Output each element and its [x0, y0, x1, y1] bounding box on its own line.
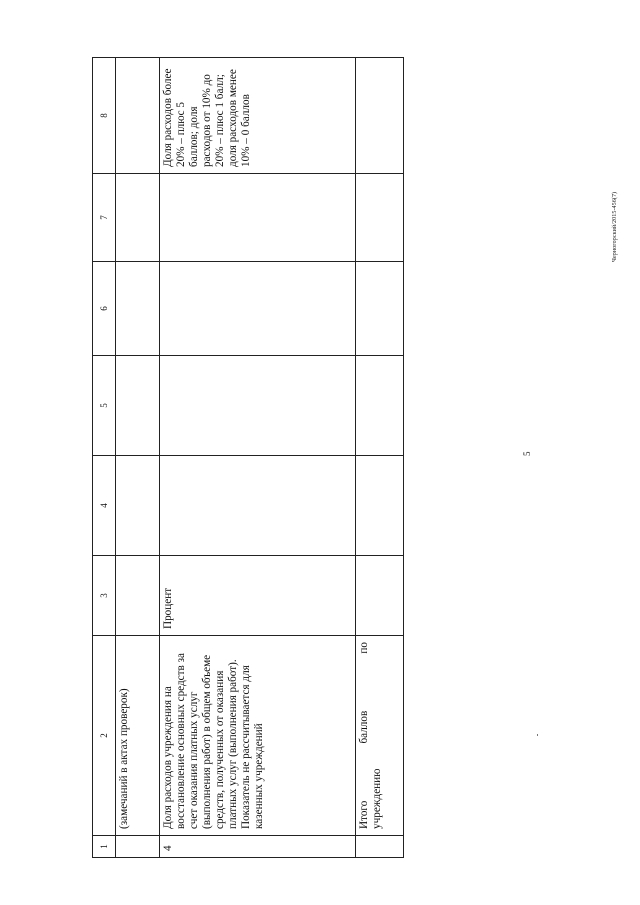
- criteria-cell: Доля расходов более 20% – плюс 5 баллов; доля расходов от 10% до 20% – плюс 1 балл; доля расходов менее 10% – 0 баллов: [160, 58, 356, 174]
- empty-cell: [356, 356, 404, 456]
- header-cell-2: 2: [93, 636, 116, 836]
- row-number-cell: [116, 836, 160, 858]
- row-number-cell: 4: [160, 836, 356, 858]
- table-row-continuation: [116, 58, 160, 858]
- empty-cell: [160, 262, 356, 356]
- total-label-word: по: [358, 642, 370, 654]
- total-label-word: баллов: [358, 710, 370, 744]
- page-number: 5: [522, 451, 532, 456]
- header-cell-6: 6: [93, 262, 116, 356]
- header-cell-5: 5: [93, 356, 116, 456]
- empty-cell: [160, 356, 356, 456]
- header-cell-4: 4: [93, 456, 116, 556]
- empty-cell: [356, 556, 404, 636]
- header-row: [93, 58, 116, 858]
- empty-cell: [116, 556, 160, 636]
- scan-mark: [537, 734, 538, 736]
- indicator-text-cell: Доля расходов учреждения на восстановление основных средств за счет оказания платных услуг (выполнения работ) в общем объеме средств, полученных от оказания платных услуг (выполнения работ). Показатель не рассчитывается для казенных учреждений: [160, 636, 356, 836]
- total-label-cell: [356, 636, 404, 836]
- empty-cell: [116, 58, 160, 174]
- empty-cell: [356, 58, 404, 174]
- header-cell-7: 7: [93, 174, 116, 262]
- footer-note: Черногорский/2015-456(7): [612, 191, 618, 262]
- total-label-word: учреждению: [371, 768, 383, 829]
- total-label-word: Итого: [358, 800, 370, 829]
- criteria-table: [92, 57, 404, 858]
- empty-cell: [356, 456, 404, 556]
- header-cell-3: 3: [93, 556, 116, 636]
- empty-cell: [160, 456, 356, 556]
- empty-cell: [116, 456, 160, 556]
- indicator-text-cell: (замечаний в актах проверок): [116, 636, 160, 836]
- empty-cell: [116, 262, 160, 356]
- empty-cell: [356, 174, 404, 262]
- rotated-table-wrapper: [92, 58, 404, 858]
- header-cell-1: 1: [93, 836, 116, 858]
- header-cell-8: 8: [93, 58, 116, 174]
- empty-cell: [160, 174, 356, 262]
- empty-cell: [116, 356, 160, 456]
- table-row-total: [356, 58, 404, 858]
- empty-cell: [356, 262, 404, 356]
- row-number-cell: [356, 836, 404, 858]
- unit-cell: Процент: [160, 556, 356, 636]
- empty-cell: [116, 174, 160, 262]
- table-row-4: [160, 58, 356, 858]
